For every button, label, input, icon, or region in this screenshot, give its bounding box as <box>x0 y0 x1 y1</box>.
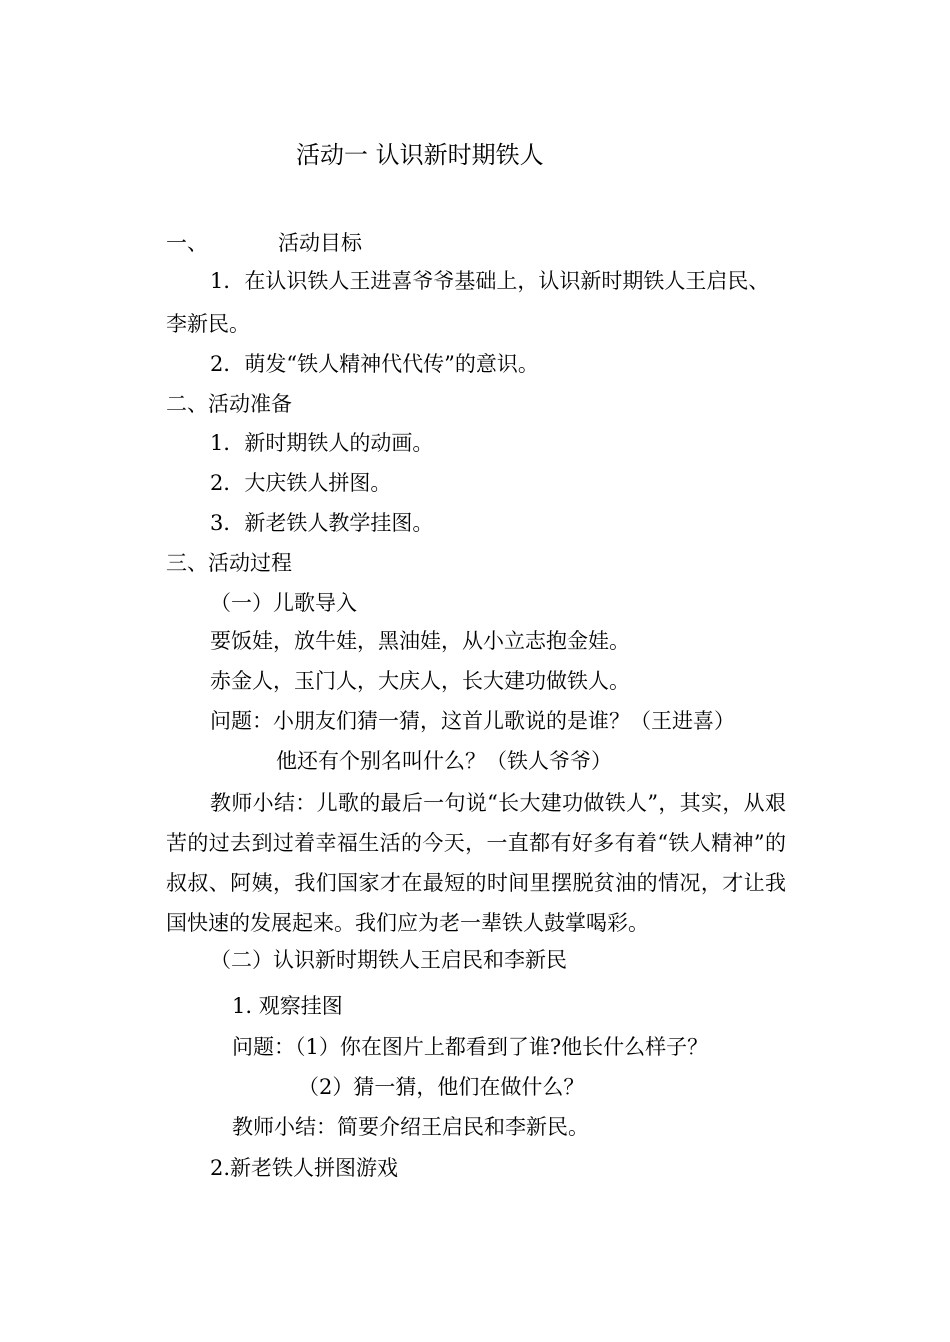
section1-number: 一、 <box>166 231 208 255</box>
goal-item-1-line2: 李新民。 <box>166 312 250 336</box>
part2-question-1: 问题：（1）你在图片上都看到了谁?他长什么样子？ <box>232 1035 709 1059</box>
section3-heading: 三、活动过程 <box>166 551 292 575</box>
prep-item-1: 1．新时期铁人的动画。 <box>210 431 434 455</box>
part2-step-1: 1. 观察挂图 <box>232 994 343 1018</box>
rhyme-line-2: 赤金人，玉门人，大庆人，长大建功做铁人。 <box>210 669 630 693</box>
rhyme-line-1: 要饭娃，放牛娃，黑油娃，从小立志抱金娃。 <box>210 629 630 653</box>
section1-heading <box>166 228 362 258</box>
part2-heading: （二）认识新时期铁人王启民和李新民 <box>210 948 567 972</box>
teacher-summary-1: 教师小结：儿歌的最后一句说“长大建功做铁人”，其实，从艰苦的过去到过着幸福生活的今天，一直都有好多有着“铁人精神”的叔叔、阿姨，我们国家才在最短的时间里摆脱贫油的情况，才让我国快速的发展起来。我们应为老一辈铁人鼓掌喝彩。 <box>166 791 786 935</box>
part1-heading: （一）儿歌导入 <box>210 591 357 615</box>
section1-title: 活动目标 <box>278 231 362 255</box>
part2-step-2: 2.新老铁人拼图游戏 <box>210 1156 399 1180</box>
rhyme-question-2: 他还有个别名叫什么？（铁人爷爷） <box>276 749 612 773</box>
goal-item-2: 2．萌发“铁人精神代代传”的意识。 <box>210 352 539 376</box>
prep-item-3: 3．新老铁人教学挂图。 <box>210 511 434 535</box>
document-title: 活动一 认识新时期铁人 <box>296 141 544 169</box>
teacher-summary-2: 教师小结：简要介绍王启民和李新民。 <box>232 1115 589 1139</box>
goal-item-1-line1: 1．在认识铁人王进喜爷爷基础上，认识新时期铁人王启民、 <box>210 269 770 293</box>
part2-question-2: （2）猜一猜，他们在做什么？ <box>298 1075 585 1099</box>
section2-heading: 二、活动准备 <box>166 392 292 416</box>
rhyme-question-1: 问题：小朋友们猜一猜，这首儿歌说的是谁？（王进喜） <box>210 709 735 733</box>
prep-item-2: 2．大庆铁人拼图。 <box>210 471 392 495</box>
